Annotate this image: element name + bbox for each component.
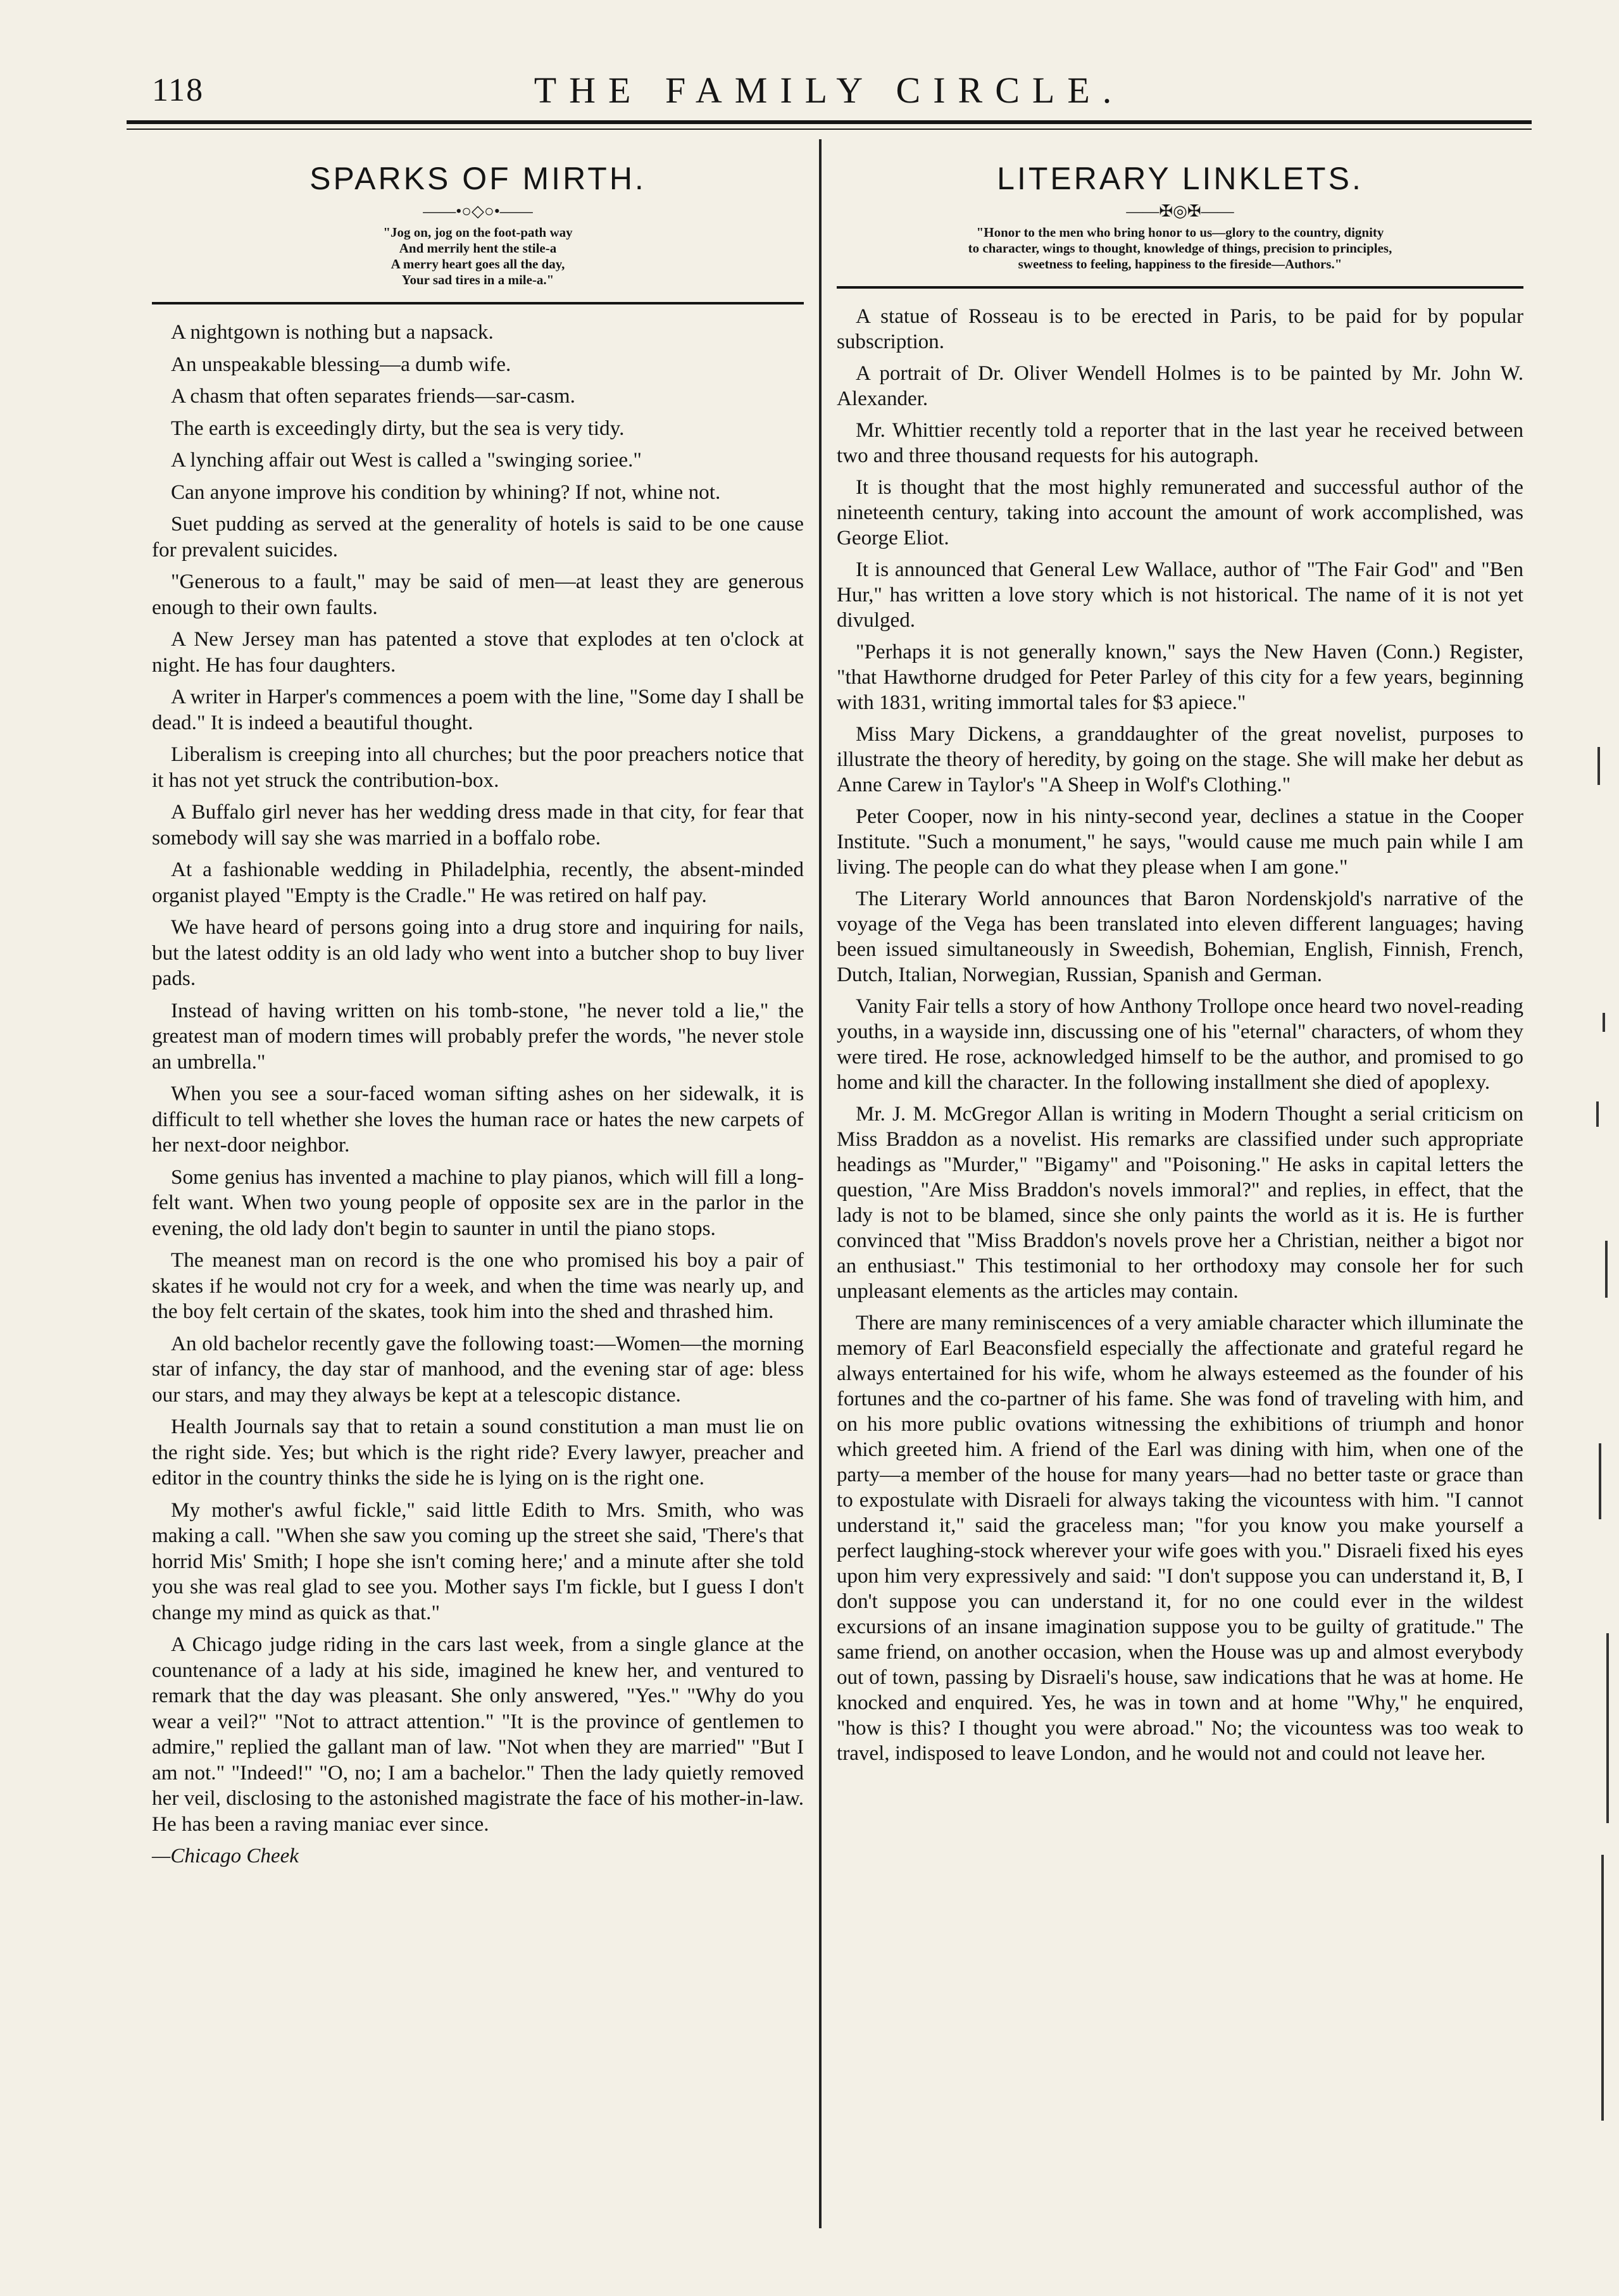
joke-item: A lynching affair out West is called a "swinging soriee." [171, 448, 642, 472]
epigraph-line: Your sad tires in a mile-a." [401, 272, 554, 287]
epigraph-line: "Honor to the men who bring honor to us—glory to the country, dignity [976, 225, 1384, 240]
section-title: LITERARY LINKLETS. [997, 161, 1363, 196]
joke-item: Some genius has invented a machine to play pianos, which will fill a long-felt want. When two young people of opposite sex are in the parlor in the evening, the old lady don't begin to saunter in until the piano stops. [152, 1165, 804, 1240]
news-item: Peter Cooper, now in his ninty-second year, declines a statue in the Cooper Institute. "Such a monument," he says, "would cause me much pain while I am living. The people can do what they please when I am gone." [837, 805, 1523, 879]
epigraph [837, 225, 1523, 272]
joke-item: At a fashionable wedding in Philadelphia, recently, the absent-minded organist played "Empty is the Cradle." He was retired on half pay. [152, 858, 804, 907]
joke-item: "Generous to a fault," may be said of men—at least they are generous enough to their own faults. [152, 570, 804, 619]
page-header [127, 60, 1532, 130]
ornament: ——•○◇○•—— [423, 202, 533, 220]
news-item: The Literary World announces that Baron Nordenskjold's narrative of the voyage of the Vega has been translated into eleven different languages; having been issued simultaneously in Sweedish, Bohemian, English, Finnish, French, Dutch, Italian, Norwegian, Russian, Spanish and German. [837, 888, 1523, 986]
binding-edge-marks [1594, 747, 1613, 2203]
joke-item: The meanest man on record is the one who promised his boy a pair of skates if he would not cry for a week, and when the time was nearly up, and the boy felt certain of the skates, took him into the shed and thrashed him. [152, 1248, 804, 1323]
news-item: It is announced that General Lew Wallace, author of "The Fair God" and "Ben Hur," has written a love story which is not historical. The name of it is not yet divulged. [837, 558, 1523, 632]
page-number: 118 [152, 72, 204, 108]
news-item: Mr. J. M. McGregor Allan is writing in Modern Thought a serial criticism on Miss Braddon as a novelist. His remarks are classified under such appropriate headings as "Murder," "Bigamy" and "Poisoning." He asks in capital letters the question, "Are Miss Braddon's novels immoral?" and replies, in effect, that the lady is not to be blamed, since she only paints the world as it is. He is further convinced that "Miss Braddon's novels prove her a Christian, neither a bigot nor an enthusiast." This testimonial to her orthodoxy may console her for such unpleasant elements as the articles may contain. [837, 1103, 1523, 1303]
column-literary-linklets [837, 142, 1523, 1772]
news-item: There are many reminiscences of a very amiable character which illuminate the memory of Earl Beaconsfield especially the affectionate and grateful regard he always entertained for his wife, whom he always esteemed as the founder of his fortunes and the co-partner of his fame. She was fond of traveling with him, and on his more public ovations witnessing the exhibitions of triumph and honor which greeted him. A friend of the Earl was dining with him, when one of the party—a member of the house for many years—had no better taste or grace than to expostulate with Disraeli for always taking the vicountess with him. "I cannot understand it," said the graceless man; "for you know you make yourself a perfect laughing-stock wherever your wife goes with you." Disraeli fixed his eyes upon him very expressively and said: "I don't suppose you can understand it, B, I don't suppose you can understand it, for no one could ever in the wildest excursions of an insane imagination suppose you to be guilty of gratitude." The same friend, on another occasion, when the House was up and almost everybody out of town, passing by Disraeli's house, saw indications that he was at home. He knocked and enquired. Yes, he was in town and at home "Why," he enquired, "how is this? I thought you were abroad." No; the vicountess was too weak to travel, indisposed to leave London, and he would not and could not leave her. [837, 1312, 1523, 1765]
joke-item: A writer in Harper's commences a poem with the line, "Some day I shall be dead." It is indeed a beautiful thought. [152, 685, 804, 734]
epigraph-line: sweetness to feeling, happiness to the fireside—Authors." [1018, 256, 1342, 272]
joke-item: Suet pudding as served at the generality of hotels is said to be one cause for prevalent suicides. [152, 512, 804, 561]
section-title: SPARKS OF MIRTH. [309, 161, 646, 196]
joke-item: An unspeakable blessing—a dumb wife. [171, 352, 511, 376]
joke-item: Liberalism is creeping into all churches; but the poor preachers notice that it has not yet struck the contribution-box. [152, 743, 804, 792]
joke-item: My mother's awful fickle," said little Edith to Mrs. Smith, who was making a call. "When she saw you coming up the street she said, 'There's that horrid Mis' Smith; I hope she isn't coming here;' and a minute after she told you she was real glad to see you. Mother says I'm fickle, but I guess I don't change my mind as quick as that." [152, 1498, 804, 1624]
epigraph-line: And merrily hent the stile-a [399, 241, 557, 256]
joke-item: A Buffalo girl never has her wedding dress made in that city, for fear that somebody will say she was married in a boffalo robe. [152, 800, 804, 850]
news-item: It is thought that the most highly remunerated and successful author of the nineteenth century, taking into account the amount of work accomplished, was George Eliot. [837, 476, 1523, 549]
joke-item: Health Journals say that to retain a sound constitution a man must lie on the right side. Yes; but which is the right ride? Every lawyer, preacher and editor in the country thinks the side he is lying on is the right one. [152, 1415, 804, 1490]
running-title: THE FAMILY CIRCLE. [534, 70, 1125, 111]
joke-item: A Chicago judge riding in the cars last week, from a single glance at the countenance of a lady at his side, imagined he knew her, and ventured to remark that the day was pleasant. She only answered, "Yes." "Why do you wear a veil?" "Not to attract attention." "It is the province of gentlemen to admire," replied the gallant man of law. "Not when they are married" "But I am not." "Indeed!" "O, no; I am a bachelor." Then the lady quietly removed her veil, disclosing to the astonished magistrate the face of his mother-in-law. He has been a raving maniac ever since. [152, 1633, 804, 1836]
news-item: Miss Mary Dickens, a granddaughter of the great novelist, purposes to illustrate the theory of heredity, by going on the stage. She will make her debut as Anne Carew in Taylor's "A Sheep in Wolf's Clothing." [837, 723, 1523, 796]
joke-item: A nightgown is nothing but a napsack. [171, 320, 494, 344]
news-item: "Perhaps it is not generally known," says the New Haven (Conn.) Register, "that Hawthorne drudged for Peter Parley of this city for a few years, beginning with 1831, writing immortal tales for $3 apiece." [837, 641, 1523, 714]
epigraph-line: A merry heart goes all the day, [391, 256, 565, 272]
joke-item: A chasm that often separates friends—sar-casm. [171, 384, 575, 408]
joke-item: Can anyone improve his condition by whining? If not, whine not. [171, 480, 721, 504]
epigraph-line: "Jog on, jog on the foot-path way [383, 225, 573, 240]
column-divider [819, 139, 822, 2228]
section-rule [837, 286, 1523, 289]
joke-item: We have heard of persons going into a drug store and inquiring for nails, but the latest oddity is an old lady who went into a butcher shop to buy liver pads. [152, 915, 804, 990]
joke-item: When you see a sour-faced woman sifting ashes on her sidewalk, it is difficult to tell whether she loves the human race or hates the new carpets of her next-door neighbor. [152, 1082, 804, 1157]
epigraph-line: to character, wings to thought, knowledge of things, precision to principles, [968, 241, 1392, 256]
joke-item: A New Jersey man has patented a stove that explodes at ten o'clock at night. He has four daughters. [152, 627, 804, 677]
header-rule-thick [127, 120, 1532, 124]
joke-item: An old bachelor recently gave the following toast:—Women—the morning star of infancy, the day star of manhood, and the evening star of age: bless our stars, and may they always be kept at a telescopic distance. [152, 1331, 804, 1407]
joke-item: The earth is exceedingly dirty, but the sea is very tidy. [171, 416, 625, 440]
item-credit: —Chicago Cheek [152, 1845, 299, 1867]
column-sparks-of-mirth [152, 142, 804, 1869]
ornament: ——✠◎✠—— [1126, 202, 1234, 220]
header-rule-thin [127, 129, 1532, 130]
news-item: A statue of Rosseau is to be erected in Paris, to be paid for by popular subscription. [837, 305, 1523, 353]
joke-item: Instead of having written on his tomb-stone, "he never told a lie," the greatest man of modern times will probably prefer the words, "he never stole an umbrella." [152, 998, 804, 1074]
news-item: Mr. Whittier recently told a reporter that in the last year he received between two and three thousand requests for his autograph. [837, 419, 1523, 467]
epigraph [152, 225, 804, 288]
news-item: A portrait of Dr. Oliver Wendell Holmes is to be painted by Mr. John W. Alexander. [837, 362, 1523, 410]
section-rule [152, 302, 804, 304]
news-item: Vanity Fair tells a story of how Anthony Trollope once heard two novel-reading youths, in a wayside inn, discussing one of his "eternal" characters, of whom they were tired. He rose, acknowledged himself to be the author, and promised to go home and kill the character. In the following installment she died of apoplexy. [837, 995, 1523, 1094]
